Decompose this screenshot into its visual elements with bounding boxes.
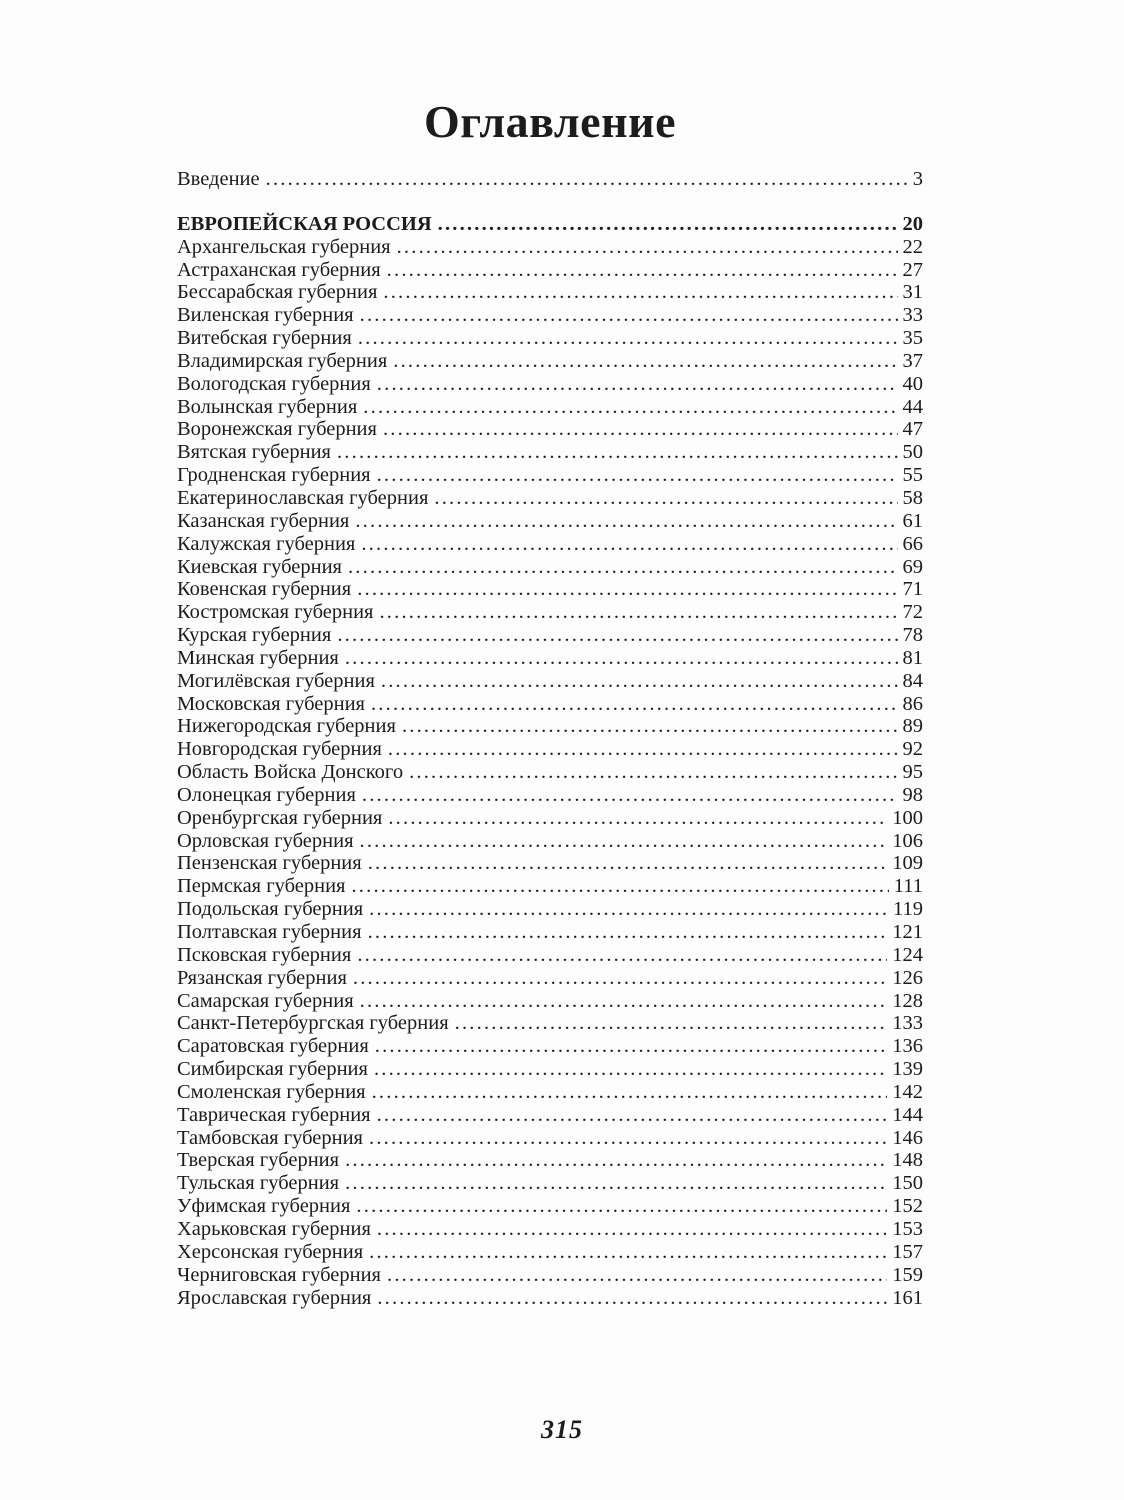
dot-leader — [455, 1012, 888, 1035]
dot-leader — [377, 1287, 887, 1310]
dot-leader — [353, 967, 887, 990]
toc-entry-page: 50 — [902, 441, 923, 464]
toc-entry — [177, 1241, 923, 1264]
toc-entry-label: Харьковская губерния — [177, 1217, 371, 1240]
toc-entry — [177, 830, 923, 853]
dot-leader — [362, 784, 898, 807]
dot-leader — [374, 1058, 887, 1081]
toc-entry-label: Олонецкая губерния — [177, 783, 356, 806]
dot-leader — [377, 1218, 887, 1241]
toc-entry-label: Херсонская губерния — [177, 1240, 364, 1263]
dot-leader — [375, 1035, 887, 1058]
dot-leader — [348, 556, 898, 579]
toc-entry-page: 27 — [902, 258, 923, 281]
toc-entry-page: 150 — [892, 1172, 923, 1195]
toc-entry-label: Астраханская губерния — [177, 258, 381, 281]
toc-entry-label: Тверская губерния — [177, 1149, 340, 1172]
dot-leader — [360, 304, 898, 327]
toc-entry-page: 157 — [892, 1240, 923, 1263]
toc-entry-label: Новгородская губерния — [177, 738, 382, 761]
toc-section-label: ЕВРОПЕЙСКАЯ РОССИЯ — [177, 212, 432, 235]
dot-leader — [369, 1241, 887, 1264]
toc-entry — [177, 944, 923, 967]
toc-entry-page: 22 — [902, 235, 923, 258]
toc-entry-page: 58 — [902, 486, 923, 509]
toc-entry-label: Курская губерния — [177, 624, 332, 647]
toc-entry — [177, 1287, 923, 1310]
dot-leader — [357, 944, 887, 967]
toc-entry-page: 86 — [902, 692, 923, 715]
dot-leader — [372, 1081, 888, 1104]
toc-entry-label: Костромская губерния — [177, 601, 374, 624]
dot-leader — [388, 807, 887, 830]
toc-entry — [177, 1264, 923, 1287]
toc-entry-page: 139 — [892, 1058, 923, 1081]
toc-entry-label: Таврическая губерния — [177, 1103, 371, 1126]
toc-entry-label: Уфимская губерния — [177, 1195, 351, 1218]
toc-entry-label: Калужская губерния — [177, 532, 356, 555]
toc-entry-label: Смоленская губерния — [177, 1080, 366, 1103]
toc-entry-page: 121 — [892, 921, 923, 943]
toc-entry-label: Ярославская губерния — [177, 1286, 372, 1309]
toc-entry — [177, 852, 923, 875]
toc-entry-page: 153 — [892, 1217, 923, 1240]
toc-entry — [177, 1058, 923, 1081]
dot-leader — [383, 281, 897, 304]
toc-entry-page: 55 — [902, 464, 923, 487]
toc-entry-label: Подольская губерния — [177, 898, 364, 921]
toc-entry-label: Могилёвская губерния — [177, 669, 375, 692]
toc-entry-page: 146 — [892, 1126, 923, 1149]
dot-leader — [369, 898, 888, 921]
dot-leader — [397, 236, 898, 259]
dot-leader — [381, 670, 898, 693]
dot-leader — [361, 533, 897, 556]
table-of-contents — [177, 168, 923, 1309]
dot-leader — [345, 647, 898, 670]
toc-entry — [177, 441, 923, 464]
toc-entry — [177, 875, 923, 898]
toc-entry-page: 35 — [902, 327, 923, 350]
toc-entry-page: 78 — [902, 624, 923, 647]
toc-entry-page: 95 — [902, 761, 923, 784]
toc-entry-label: Бессарабская губерния — [177, 281, 378, 304]
toc-entry — [177, 784, 923, 807]
toc-entry — [177, 738, 923, 761]
dot-leader — [377, 373, 898, 396]
dot-leader — [387, 1264, 887, 1287]
dot-leader — [357, 578, 897, 601]
dot-leader — [434, 487, 897, 510]
toc-entry — [177, 350, 923, 373]
toc-entry-label: Екатеринославская губерния — [177, 486, 429, 509]
dot-leader — [369, 1127, 887, 1150]
toc-entry-label: Самарская губерния — [177, 989, 354, 1012]
dot-leader — [356, 1195, 887, 1218]
dot-leader — [377, 1104, 888, 1127]
toc-entry-page: 119 — [893, 898, 923, 921]
toc-entry-page: 40 — [902, 372, 923, 395]
toc-entry-page: 106 — [892, 829, 923, 852]
toc-entry — [177, 898, 923, 921]
toc-entry — [177, 373, 923, 396]
toc-entry-page: 144 — [892, 1103, 923, 1126]
toc-entry — [177, 259, 923, 282]
toc-entry-label: Тульская губерния — [177, 1172, 340, 1195]
toc-entry-page: 109 — [892, 852, 923, 875]
toc-entry — [177, 670, 923, 693]
toc-entry-page: 69 — [902, 555, 923, 578]
dot-leader — [337, 624, 897, 647]
dot-leader — [402, 715, 898, 738]
toc-content — [177, 0, 923, 1309]
toc-entry-label: Псковская губерния — [177, 943, 352, 966]
toc-entry-page: 71 — [902, 578, 923, 601]
toc-entry-label: Тамбовская губерния — [177, 1126, 363, 1149]
toc-entry-page: 33 — [902, 304, 923, 327]
toc-entry-page: 124 — [892, 943, 923, 966]
toc-entry-page: 100 — [892, 806, 923, 829]
toc-entry — [177, 1149, 923, 1172]
toc-entry-page: 111 — [893, 875, 923, 898]
toc-entry — [177, 921, 923, 944]
toc-entry — [177, 1195, 923, 1218]
toc-entry-page: 148 — [892, 1149, 923, 1172]
toc-entry-list — [177, 236, 923, 1310]
dot-leader — [377, 464, 898, 487]
toc-entry-label: Оренбургская губерния — [177, 806, 383, 829]
toc-entry — [177, 693, 923, 716]
dot-leader — [355, 510, 897, 533]
toc-entry-page: 128 — [892, 989, 923, 1012]
toc-entry-page: 152 — [892, 1195, 923, 1218]
toc-entry-label: Пензенская губерния — [177, 852, 362, 875]
dot-leader — [379, 601, 897, 624]
dot-leader — [266, 168, 908, 191]
toc-entry-label: Ковенская губерния — [177, 578, 352, 601]
toc-section-page: 20 — [902, 212, 923, 235]
toc-entry-label: Виленская губерния — [177, 304, 354, 327]
toc-entry — [177, 1172, 923, 1195]
toc-entry-label: Вятская губерния — [177, 441, 331, 464]
toc-entry-label: Казанская губерния — [177, 509, 350, 532]
dot-leader — [368, 921, 888, 944]
page-number: 315 — [541, 1415, 583, 1445]
toc-entry-page: 142 — [892, 1080, 923, 1103]
toc-entry-page: 72 — [902, 601, 923, 624]
toc-entry-page: 44 — [902, 395, 923, 418]
toc-entry-label: Витебская губерния — [177, 327, 352, 350]
toc-entry — [177, 327, 923, 350]
toc-entry-page: 66 — [902, 532, 923, 555]
dot-leader — [383, 418, 898, 441]
toc-entry — [177, 236, 923, 259]
dot-leader — [388, 738, 898, 761]
toc-entry-label: Полтавская губерния — [177, 921, 362, 943]
toc-entry-page: 81 — [902, 646, 923, 669]
toc-entry-page: 126 — [892, 966, 923, 989]
dot-leader — [438, 213, 898, 236]
toc-entry-page: 61 — [902, 509, 923, 532]
dot-leader — [409, 761, 897, 784]
page-title: Оглавление — [423, 96, 677, 147]
toc-entry-label: Пермская губерния — [177, 875, 346, 898]
toc-entry-page: 47 — [902, 418, 923, 441]
toc-entry-page: 31 — [902, 281, 923, 304]
dot-leader — [360, 990, 888, 1013]
toc-entry-label: Волынская губерния — [177, 395, 358, 418]
toc-entry-label: Московская губерния — [177, 692, 365, 715]
toc-entry-label: Рязанская губерния — [177, 966, 347, 989]
dot-leader — [387, 259, 898, 282]
dot-leader — [371, 693, 898, 716]
toc-entry-intro — [177, 168, 923, 191]
toc-entry-page: 159 — [892, 1263, 923, 1286]
toc-entry — [177, 578, 923, 601]
toc-entry — [177, 807, 923, 830]
toc-entry — [177, 487, 923, 510]
dot-leader — [345, 1172, 887, 1195]
dot-leader — [393, 350, 897, 373]
toc-entry-label: Нижегородская губерния — [177, 715, 396, 738]
toc-entry — [177, 761, 923, 784]
toc-entry — [177, 990, 923, 1013]
toc-entry-label: Черниговская губерния — [177, 1263, 381, 1286]
toc-entry — [177, 281, 923, 304]
toc-entry-page: 133 — [892, 1012, 923, 1035]
toc-entry-label: Владимирская губерния — [177, 349, 388, 372]
toc-entry — [177, 510, 923, 533]
toc-entry-page: 161 — [892, 1286, 923, 1309]
toc-entry — [177, 647, 923, 670]
toc-entry-page: 92 — [902, 738, 923, 761]
toc-entry-label: Орловская губерния — [177, 829, 354, 852]
toc-entry-page: 37 — [902, 349, 923, 372]
toc-entry-label: Область Войска Донского — [177, 761, 404, 784]
dot-leader — [363, 396, 897, 419]
toc-entry-label: Введение — [177, 168, 260, 190]
toc-entry-label: Вологодская губерния — [177, 372, 371, 395]
dot-leader — [360, 830, 888, 853]
toc-entry-page: 84 — [902, 669, 923, 692]
toc-entry-label: Гродненская губерния — [177, 464, 371, 487]
toc-entry-label: Киевская губерния — [177, 555, 342, 578]
toc-entry-page: 89 — [902, 715, 923, 738]
toc-entry — [177, 624, 923, 647]
toc-entry-label: Архангельская губерния — [177, 235, 391, 258]
toc-entry — [177, 1081, 923, 1104]
dot-leader — [368, 852, 888, 875]
dot-leader — [351, 875, 888, 898]
toc-entry-label: Минская губерния — [177, 646, 339, 669]
toc-entry — [177, 1035, 923, 1058]
toc-entry — [177, 533, 923, 556]
toc-entry — [177, 304, 923, 327]
dot-leader — [337, 441, 898, 464]
toc-entry-page: 3 — [912, 168, 923, 190]
toc-entry-label: Воронежская губерния — [177, 418, 377, 441]
toc-entry — [177, 1218, 923, 1241]
dot-leader — [358, 327, 898, 350]
toc-entry — [177, 396, 923, 419]
toc-entry — [177, 1127, 923, 1150]
toc-entry-page: 98 — [902, 783, 923, 806]
toc-entry-label: Саратовская губерния — [177, 1035, 369, 1058]
toc-entry — [177, 967, 923, 990]
toc-entry-label: Симбирская губерния — [177, 1058, 368, 1081]
toc-entry — [177, 556, 923, 579]
toc-entry-label: Санкт-Петербургская губерния — [177, 1012, 449, 1035]
toc-entry — [177, 464, 923, 487]
toc-section-heading — [177, 213, 923, 236]
toc-entry — [177, 715, 923, 738]
toc-entry — [177, 601, 923, 624]
toc-entry — [177, 1012, 923, 1035]
dot-leader — [345, 1149, 887, 1172]
toc-entry-page: 136 — [892, 1035, 923, 1058]
toc-entry — [177, 1104, 923, 1127]
toc-entry — [177, 418, 923, 441]
